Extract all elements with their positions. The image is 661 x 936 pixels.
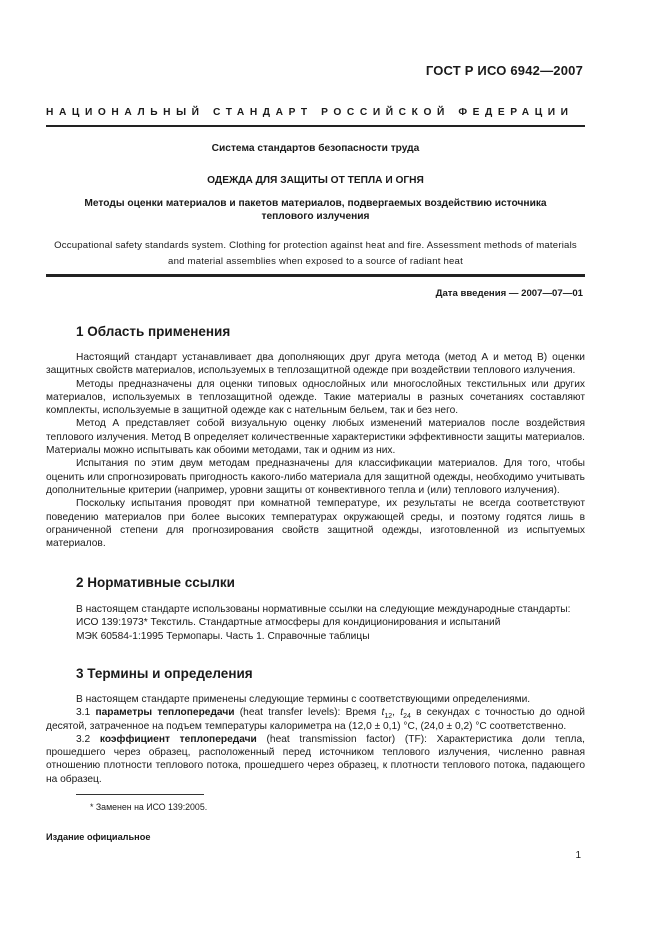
term-3-1: 3.1 параметры теплопередачи (heat transfer levels): Время $t_{12}$, $t_{24}$ в секундах с точностью до одной десятой, затраченное на подъем температуры калориметра на (12,0 ± 0,1) °С, (24,0 ± 0,2) °С соответственно.: [46, 707, 585, 732]
term-name: коэффициент теплопередачи: [99, 733, 257, 745]
section-1-paragraph: Настоящий стандарт устанавливает два дополняющих друг друга метода (метод А и метод В) оценки защитных свойств материалов, используемых в теплозащитной одежде при воздействии теплового излучения.: [46, 352, 585, 377]
title-divider: [46, 274, 585, 277]
edition-label: Издание официальное: [46, 832, 151, 842]
section-3-heading: 3 Термины и определения: [76, 666, 253, 681]
term-name: параметры теплопередачи: [95, 707, 235, 719]
term-definition: (heat transmission factor) (TF): Характеристика доли тепла, прошедшего через образец, расположенный перед источником теплового излучения, численно равная отношению плотности теплового потока, прошедшего через образец, к плотности теплового потока, падающего на образец.: [46, 733, 585, 785]
term-number: 3.1: [76, 707, 91, 719]
time-subscript: 12: [384, 713, 393, 721]
page-number: 1: [575, 850, 581, 861]
time-subscript: 24: [403, 713, 411, 721]
document-subtitle: [46, 197, 585, 224]
time-symbol: t: [400, 707, 404, 719]
reference-item: ИСО 139:1973* Текстиль. Стандартные атмосферы для кондиционирования и испытаний: [76, 617, 501, 629]
section-2-paragraph: В настоящем стандарте использованы нормативные ссылки на следующие международные стандарты:: [76, 604, 571, 615]
subtitle-line-1: Методы оценки материалов и пакетов материалов, подвергаемых воздействию источника: [84, 198, 547, 209]
term-english: (heat transfer levels): Время: [239, 707, 377, 719]
section-2-heading: 2 Нормативные ссылки: [76, 575, 235, 590]
top-divider: [46, 125, 585, 127]
footnote-divider: [76, 794, 204, 795]
section-3-body: [46, 693, 585, 786]
standard-code: ГОСТ Р ИСО 6942—2007: [425, 63, 583, 78]
footnote: * Заменен на ИСО 139:2005.: [90, 802, 208, 812]
section-2-body: [46, 603, 585, 643]
section-1-body: [46, 351, 585, 550]
section-1-paragraph: Метод А представляет собой визуальную оценку любых изменений материалов после воздействия теплового излучения. Метод В определяет количественные характеристики эффективности защиты материалов. Материалы можно испытывать как обоими методами, так и одним из них.: [46, 418, 585, 457]
term-definition: в секундах с точностью до одной десятой, затраченное на подъем температуры калориметра на (12,0 ± 0,1) °С, (24,0 ± 0,2) °С соответственно.: [46, 707, 585, 732]
term-number: 3.2: [76, 733, 91, 745]
subtitle-line-2: теплового излучения: [261, 211, 370, 223]
time-symbol: t: [381, 707, 385, 719]
document-title: ОДЕЖДА ДЛЯ ЗАЩИТЫ ОТ ТЕПЛА И ОГНЯ: [207, 175, 424, 186]
term-3-2: [46, 733, 585, 786]
reference-item: МЭК 60584-1:1995 Термопары. Часть 1. Справочные таблицы: [76, 630, 370, 642]
english-title: [46, 238, 585, 269]
section-1-paragraph: Испытания по этим двум методам предназначены для классификации материалов. Для того, чтобы оценить или спрогнозировать пригодность какого-либо материала для защитной одежды, необходимо учитывать дополнительные критерии (например, уровни защиты от конвективного тепла и (или) теплового излучения).: [46, 458, 585, 496]
section-1-paragraph: Поскольку испытания проводят при комнатной температуре, их результаты не всегда соответствуют поведению материалов при более высоких температурах окружающей среды, и поэтому годятся лишь в ограниченной степени для прогнозирования свойств защитной одежды, изготовленной из испытуемых материалов.: [46, 498, 585, 550]
section-1-paragraph: Методы предназначены для оценки типовых однослойных или многослойных текстильных или других материалов, используемых в теплозащитной одежде. Такие материалы в разных сочетаниях составляют комплекты, используемые в защитной одежде как с нательным бельем, так и без него.: [46, 378, 585, 417]
section-1-heading: 1 Область применения: [76, 324, 231, 339]
section-3-paragraph: В настоящем стандарте применены следующие термины с соответствующими определениями.: [76, 694, 531, 705]
system-title: Система стандартов безопасности труда: [211, 143, 420, 154]
effective-date: Дата введения — 2007—07—01: [435, 288, 583, 299]
english-title-line-1: Occupational safety standards system. Clothing for protection against heat and fire. Assessment methods of materials: [54, 240, 577, 251]
national-standard-line: НАЦИОНАЛЬНЫЙ СТАНДАРТ РОССИЙСКОЙ ФЕДЕРАЦИИ: [46, 107, 574, 118]
english-title-line-2: and material assemblies when exposed to a source of radiant heat: [168, 255, 463, 267]
